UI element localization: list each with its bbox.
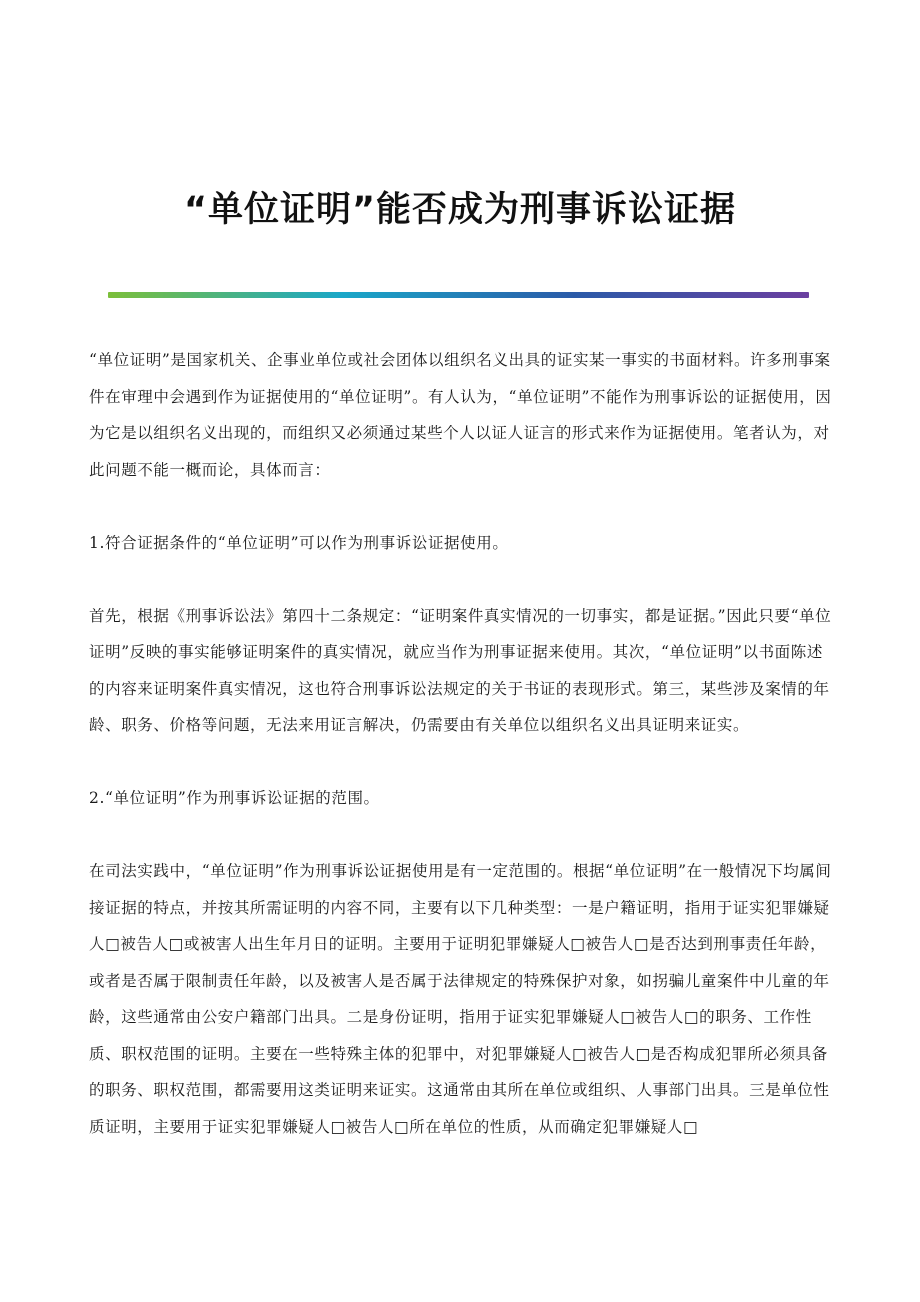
document-body bbox=[89, 342, 834, 1182]
title-divider bbox=[108, 292, 809, 298]
paragraph-intro: “单位证明”是国家机关、企事业单位或社会团体以组织名义出具的证实某一事实的书面材料。许多刑事案件在审理中会遇到作为证据使用的“单位证明”。有人认为，“单位证明”不能作为刑事诉讼的证据使用，因为它是以组织名义出现的，而组织又必须通过某些个人以证人证言的形式来作为证据使用。笔者认为，对此问题不能一概而论，具体而言： bbox=[89, 351, 832, 479]
paragraph-basis: 首先，根据《刑事诉讼法》第四十二条规定：“证明案件真实情况的一切事实，都是证据。”因此只要“单位证明”反映的事实能够证明案件的真实情况，就应当作为刑事证据来使用。其次，“单位证明”以书面陈述的内容来证明案件真实情况，这也符合刑事诉讼法规定的关于书证的表现形式。第三，某些涉及案情的年龄、职务、价格等问题，无法来用证言解决，仍需要由有关单位以组织名义出具证明来证实。 bbox=[89, 606, 832, 734]
paragraph-heading-2: 2.“单位证明”作为刑事诉讼证据的范围。 bbox=[89, 789, 380, 807]
paragraph-scope: 在司法实践中，“单位证明”作为刑事诉讼证据使用是有一定范围的。根据“单位证明”在一般情况下均属间接证据的特点，并按其所需证明的内容不同，主要有以下几种类型：一是户籍证明，指用于证实犯罪嫌疑人□被告人□或被害人出生年月日的证明。主要用于证明犯罪嫌疑人□被告人□是否达到刑事责任年龄，或者是否属于限制责任年龄，以及被害人是否属于法律规定的特殊保护对象，如拐骗儿童案件中儿童的年龄，这些通常由公安户籍部门出具。二是身份证明，指用于证实犯罪嫌疑人□被告人□的职务、工作性质、职权范围的证明。主要在一些特殊主体的犯罪中，对犯罪嫌疑人□被告人□是否构成犯罪所必须具备的职务、职权范围，都需要用这类证明来证实。这通常由其所在单位或组织、人事部门出具。三是单位性质证明，主要用于证实犯罪嫌疑人□被告人□所在单位的性质，从而确定犯罪嫌疑人□ bbox=[89, 862, 832, 1136]
paragraph-heading-1: 1.符合证据条件的“单位证明”可以作为刑事诉讼证据使用。 bbox=[89, 533, 509, 552]
document-title: “单位证明”能否成为刑事诉讼证据 bbox=[183, 190, 736, 230]
